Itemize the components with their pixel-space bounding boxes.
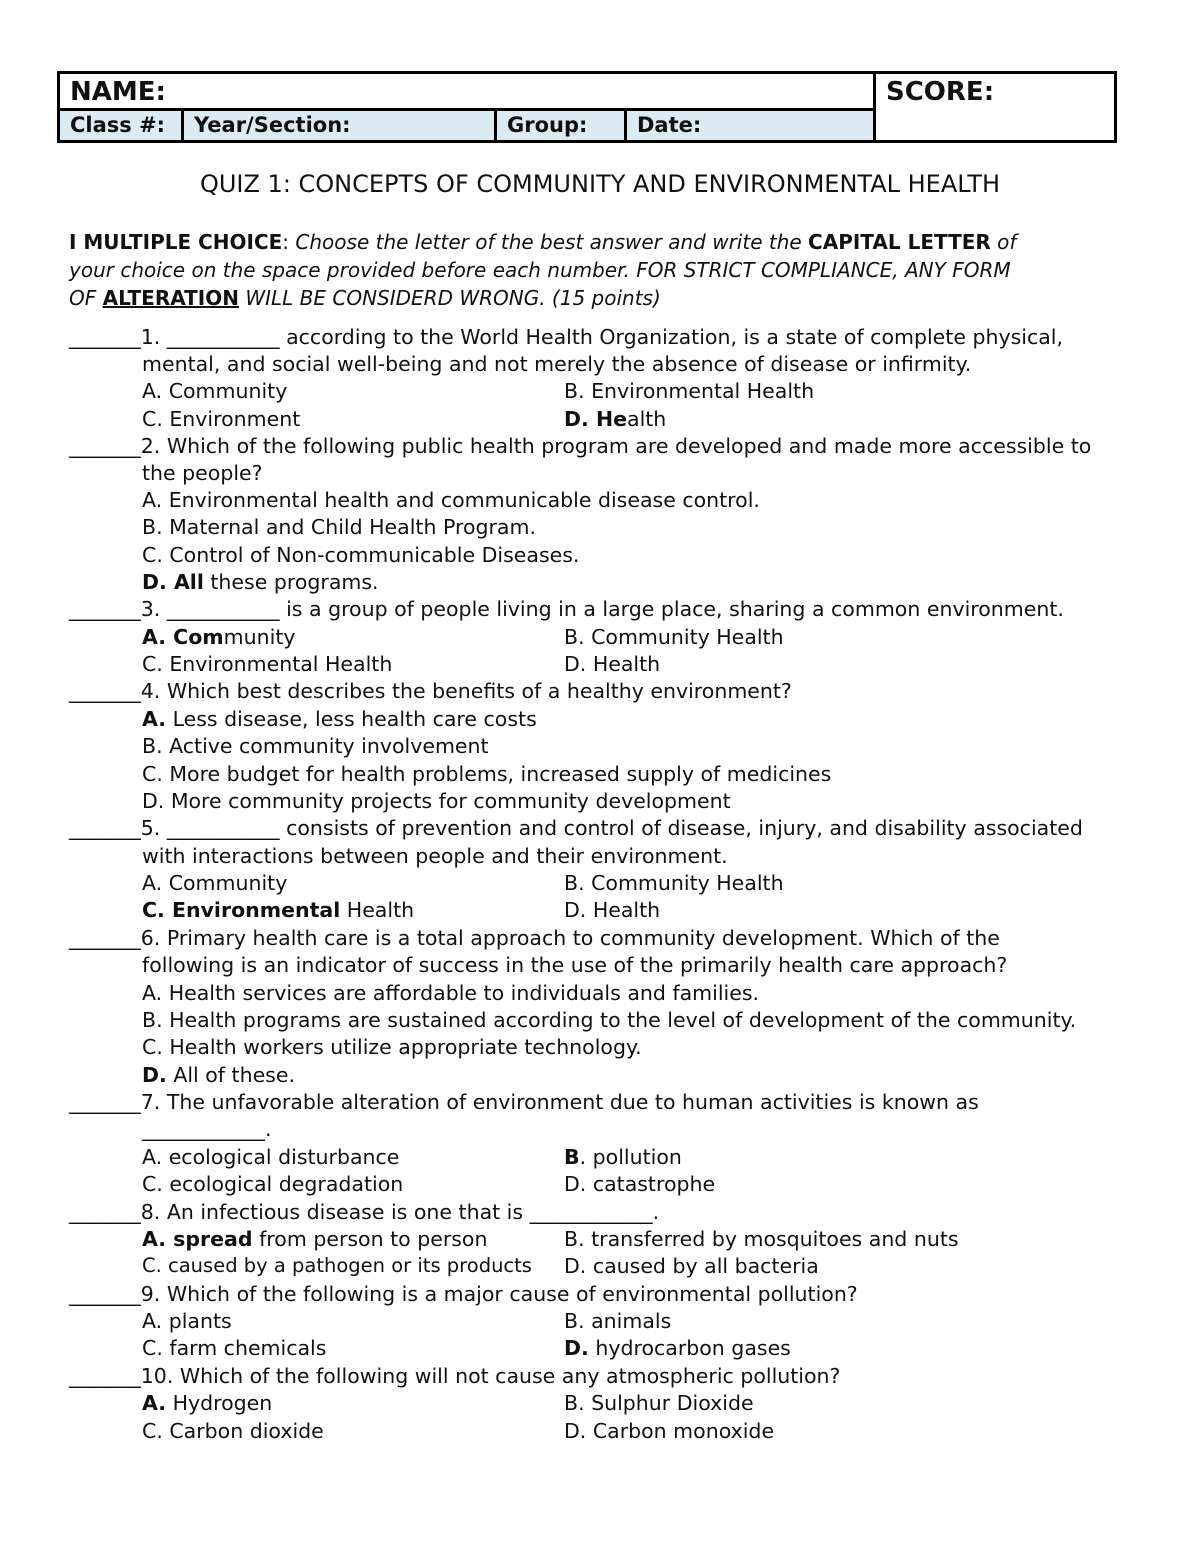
- option-8a: [142, 1227, 487, 1251]
- name-field[interactable]: [60, 74, 873, 111]
- question-5-cont: with interactions between people and their environment.: [142, 844, 728, 868]
- option-2d-rest: these programs.: [203, 570, 379, 594]
- instructions: [69, 228, 1139, 312]
- option-4a: [142, 707, 537, 731]
- instructions-line-3-pre: OF: [69, 286, 103, 310]
- option-4a-rest: Less disease, less health care costs: [166, 707, 537, 731]
- option-8a-rest: from person to person: [252, 1227, 488, 1251]
- instructions-line-1: [69, 228, 1139, 256]
- option-2d: [142, 570, 379, 594]
- question-2: _______2. Which of the following public health program are developed and made more accessible to: [69, 434, 1092, 458]
- option-8a-bold: A. spread: [142, 1227, 253, 1251]
- option-9d: [564, 1336, 791, 1360]
- option-5d: D. Health: [564, 898, 661, 922]
- part-label: I MULTIPLE CHOICE: [69, 230, 283, 254]
- option-1a: A. Community: [142, 379, 288, 403]
- option-7b-rest: . pollution: [579, 1145, 682, 1169]
- question-10: _______10. Which of the following will not cause any atmospheric pollution?: [69, 1364, 841, 1388]
- student-info-left: [60, 74, 873, 140]
- option-3c: C. Environmental Health: [142, 652, 393, 676]
- option-10a-rest: Hydrogen: [166, 1391, 273, 1415]
- option-1d: [564, 407, 666, 431]
- option-7a: A. ecological disturbance: [142, 1145, 400, 1169]
- student-info-table: [57, 71, 1117, 143]
- option-9c: C. farm chemicals: [142, 1336, 327, 1360]
- option-5a: A. Community: [142, 871, 288, 895]
- instructions-line-3: [69, 284, 1139, 312]
- info-row: [60, 111, 873, 140]
- option-2a: A. Environmental health and communicable disease control.: [142, 488, 760, 512]
- question-7-cont: ____________.: [142, 1117, 272, 1141]
- option-4a-bold: A.: [142, 707, 167, 731]
- question-6: _______6. Primary health care is a total approach to community development. Which of the: [69, 926, 1000, 950]
- year-section-label: Year/Section:: [194, 113, 351, 137]
- option-9d-rest: hydrocarbon gases: [588, 1336, 791, 1360]
- date-label: Date:: [637, 113, 702, 137]
- question-1: _______1. ___________ according to the World Health Organization, is a state of complete physical,: [69, 325, 1063, 349]
- option-4b: B. Active community involvement: [142, 734, 489, 758]
- option-6d: [142, 1063, 295, 1087]
- quiz-title: QUIZ 1: CONCEPTS OF COMMUNITY AND ENVIRONMENTAL HEALTH: [199, 170, 1001, 198]
- option-1b: B. Environmental Health: [564, 379, 815, 403]
- option-2b: B. Maternal and Child Health Program.: [142, 515, 536, 539]
- option-5c: [142, 898, 414, 922]
- question-6-cont: following is an indicator of success in the use of the primarily health care approach?: [142, 953, 1008, 977]
- option-9d-bold: D.: [564, 1336, 589, 1360]
- option-8c: C. caused by a pathogen or its products: [142, 1254, 532, 1277]
- option-6d-bold: D.: [142, 1063, 167, 1087]
- option-1d-bold: D. He: [564, 407, 628, 431]
- option-6d-rest: All of these.: [166, 1063, 295, 1087]
- instructions-text-1: Choose the letter of the best answer and write the: [295, 230, 809, 254]
- instructions-line-3-post: WILL BE CONSIDERD WRONG. (15 points): [238, 286, 661, 310]
- option-6b: B. Health programs are sustained according to the level of development of the community.: [142, 1008, 1077, 1032]
- year-section-field[interactable]: [184, 111, 497, 140]
- option-5b: B. Community Health: [564, 871, 784, 895]
- option-7c: C. ecological degradation: [142, 1172, 404, 1196]
- question-8: _______8. An infectious disease is one that is ____________.: [69, 1200, 660, 1224]
- date-field[interactable]: [627, 111, 873, 140]
- score-label: SCORE:: [886, 77, 995, 107]
- option-3a-bold: A. Com: [142, 625, 224, 649]
- option-10c: C. Carbon dioxide: [142, 1419, 324, 1443]
- class-number-field[interactable]: [60, 111, 184, 140]
- part-colon: :: [282, 230, 296, 254]
- option-10b: B. Sulphur Dioxide: [564, 1391, 754, 1415]
- option-10a: [142, 1391, 272, 1415]
- class-number-label: Class #:: [70, 113, 166, 137]
- option-3d: D. Health: [564, 652, 661, 676]
- option-7b: [564, 1145, 682, 1169]
- question-5: _______5. ___________ consists of prevention and control of disease, injury, and disability associated: [69, 816, 1083, 840]
- option-3a-rest: munity: [223, 625, 296, 649]
- question-7: _______7. The unfavorable alteration of environment due to human activities is known as: [69, 1090, 979, 1114]
- option-7d: D. catastrophe: [564, 1172, 716, 1196]
- option-4c: C. More budget for health problems, increased supply of medicines: [142, 762, 832, 786]
- option-7b-bold: B: [564, 1145, 580, 1169]
- option-10d: D. Carbon monoxide: [564, 1419, 775, 1443]
- option-5c-bold: C. Environmental: [142, 898, 341, 922]
- instructions-line-2: your choice on the space provided before each number. FOR STRICT COMPLIANCE, ANY FORM: [69, 258, 1011, 282]
- option-2d-bold: D. All: [142, 570, 204, 594]
- option-4d: D. More community projects for community development: [142, 789, 731, 813]
- option-6a: A. Health services are affordable to individuals and families.: [142, 981, 760, 1005]
- option-3b: B. Community Health: [564, 625, 784, 649]
- option-6c: C. Health workers utilize appropriate technology.: [142, 1035, 642, 1059]
- option-3a: [142, 625, 296, 649]
- option-9a: A. plants: [142, 1309, 232, 1333]
- option-8b: B. transferred by mosquitoes and nuts: [564, 1227, 959, 1251]
- option-10a-bold: A.: [142, 1391, 167, 1415]
- option-1d-rest: alth: [627, 407, 667, 431]
- option-9b: B. animals: [564, 1309, 672, 1333]
- group-field[interactable]: [497, 111, 627, 140]
- option-5c-rest: Health: [340, 898, 415, 922]
- question-9: _______9. Which of the following is a major cause of environmental pollution?: [69, 1282, 858, 1306]
- name-label: NAME:: [70, 77, 166, 107]
- option-1c: C. Environment: [142, 407, 301, 431]
- option-2c: C. Control of Non-communicable Diseases.: [142, 543, 580, 567]
- alteration-text: ALTERATION: [102, 286, 239, 310]
- option-8d: D. caused by all bacteria: [564, 1254, 819, 1278]
- question-2-cont: the people?: [142, 461, 263, 485]
- question-4: _______4. Which best describes the benefits of a healthy environment?: [69, 679, 792, 703]
- score-field[interactable]: [873, 74, 1114, 140]
- question-1-cont: mental, and social well-being and not merely the absence of disease or infirmity.: [142, 352, 972, 376]
- capital-letter-text: CAPITAL LETTER: [808, 230, 991, 254]
- group-label: Group:: [507, 113, 588, 137]
- instructions-text-2: of: [990, 230, 1017, 254]
- question-3: _______3. ___________ is a group of people living in a large place, sharing a common environment.: [69, 597, 1064, 621]
